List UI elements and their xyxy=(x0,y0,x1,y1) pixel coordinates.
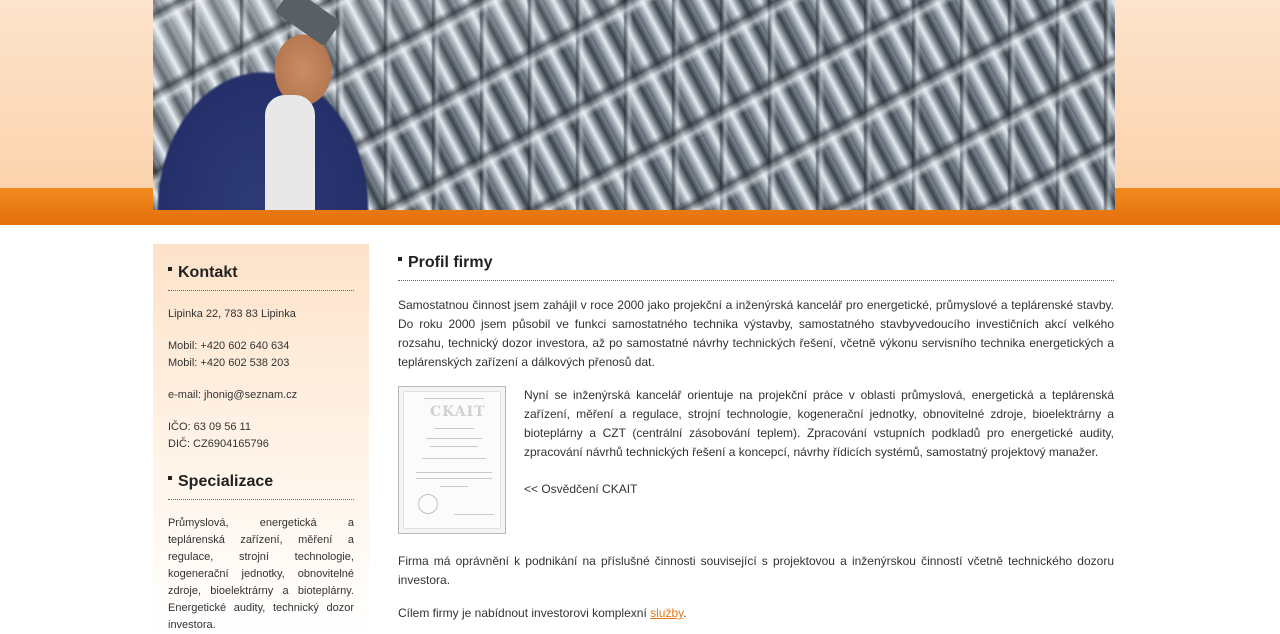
profile-paragraph-4: Cílem firmy je nabídnout investorovi komplexní služby. xyxy=(398,606,687,620)
certificate-logo: CKAIT xyxy=(430,404,486,420)
certificate-line xyxy=(454,514,494,515)
bullet-icon xyxy=(168,476,172,480)
page-title: Profil firmy xyxy=(398,254,1114,281)
sidebar xyxy=(153,244,369,634)
certificate-line xyxy=(416,472,492,473)
certificate-line xyxy=(430,446,478,447)
specialization-text: Průmyslová, energetická a teplárenská zařízení, měření a regulace, strojní technologie, kogenerační jednotky, obnovitelné zdroje, bioelektrárny a bioteplárny. Energetické audity, technický dozor investora. xyxy=(168,517,354,631)
contact-mobile-1: Mobil: +420 602 640 634 xyxy=(168,340,290,352)
certificate-paper xyxy=(403,391,501,529)
bullet-icon xyxy=(398,257,402,261)
profile-paragraph-1: Samostatnou činnost jsem zahájil v roce 2000 jako projekční a inženýrská kancelář pro energetické, průmyslové a teplárenské stavby. Do roku 2000 jsem působil ve funkci samostatného technika výstavby, samostatného stavbyvedoucího investičních akcí velkého rozsahu, technický dozor investora, až po samostatné návrhy technických řešení, včetně výkonu servisního technika energetických a teplárenských zařízení a dálkových přenosů dat. xyxy=(398,298,1114,369)
bullet-icon xyxy=(168,267,172,271)
certificate-line xyxy=(440,486,468,487)
certificate-line xyxy=(434,428,474,429)
banner-engineer-shirt xyxy=(265,95,315,210)
certificate-seal-icon xyxy=(418,494,438,514)
certificate-line xyxy=(426,438,482,439)
profile-paragraph-3: Firma má oprávnění k podnikání na příslušné činnosti související s projektovou a inženýrskou činností včetně technického dozoru investora. xyxy=(398,554,1114,587)
certificate-line xyxy=(416,478,492,479)
contact-address: Lipinka 22, 783 83 Lipinka xyxy=(168,308,296,320)
contact-email[interactable]: e-mail: jhonig@seznam.cz xyxy=(168,389,298,401)
ckait-certificate-image[interactable] xyxy=(398,386,506,534)
ckait-certificate-link[interactable]: << Osvědčení CKAIT xyxy=(524,482,638,496)
certificate-line xyxy=(422,458,486,459)
contact-heading: Kontakt xyxy=(168,264,354,291)
specialization-heading: Specializace xyxy=(168,473,354,500)
services-link[interactable]: služby xyxy=(650,606,684,620)
header-banner-image xyxy=(153,0,1115,210)
profile-paragraph-2: Nyní se inženýrská kancelář orientuje na projekční práce v oblasti průmyslová, energetická a teplárenská zařízení, měření a regulace, strojní technologie, kogenerační jednotky, obnovitelné zdroje, bioelektrárny a bioteplárny a CZT (centrální zásobování teplem). Zpracování vstupních podkladů pro energetické audity, zpracování návrhů technických řešení a koncepcí, návrhy řídicích systémů, samostatný projektový manažer. xyxy=(524,388,1114,459)
contact-mobile-2: Mobil: +420 602 538 203 xyxy=(168,357,290,369)
contact-dic: DIČ: CZ6904165796 xyxy=(168,438,269,450)
contact-ico: IČO: 63 09 56 11 xyxy=(168,421,251,433)
certificate-line xyxy=(424,398,484,399)
